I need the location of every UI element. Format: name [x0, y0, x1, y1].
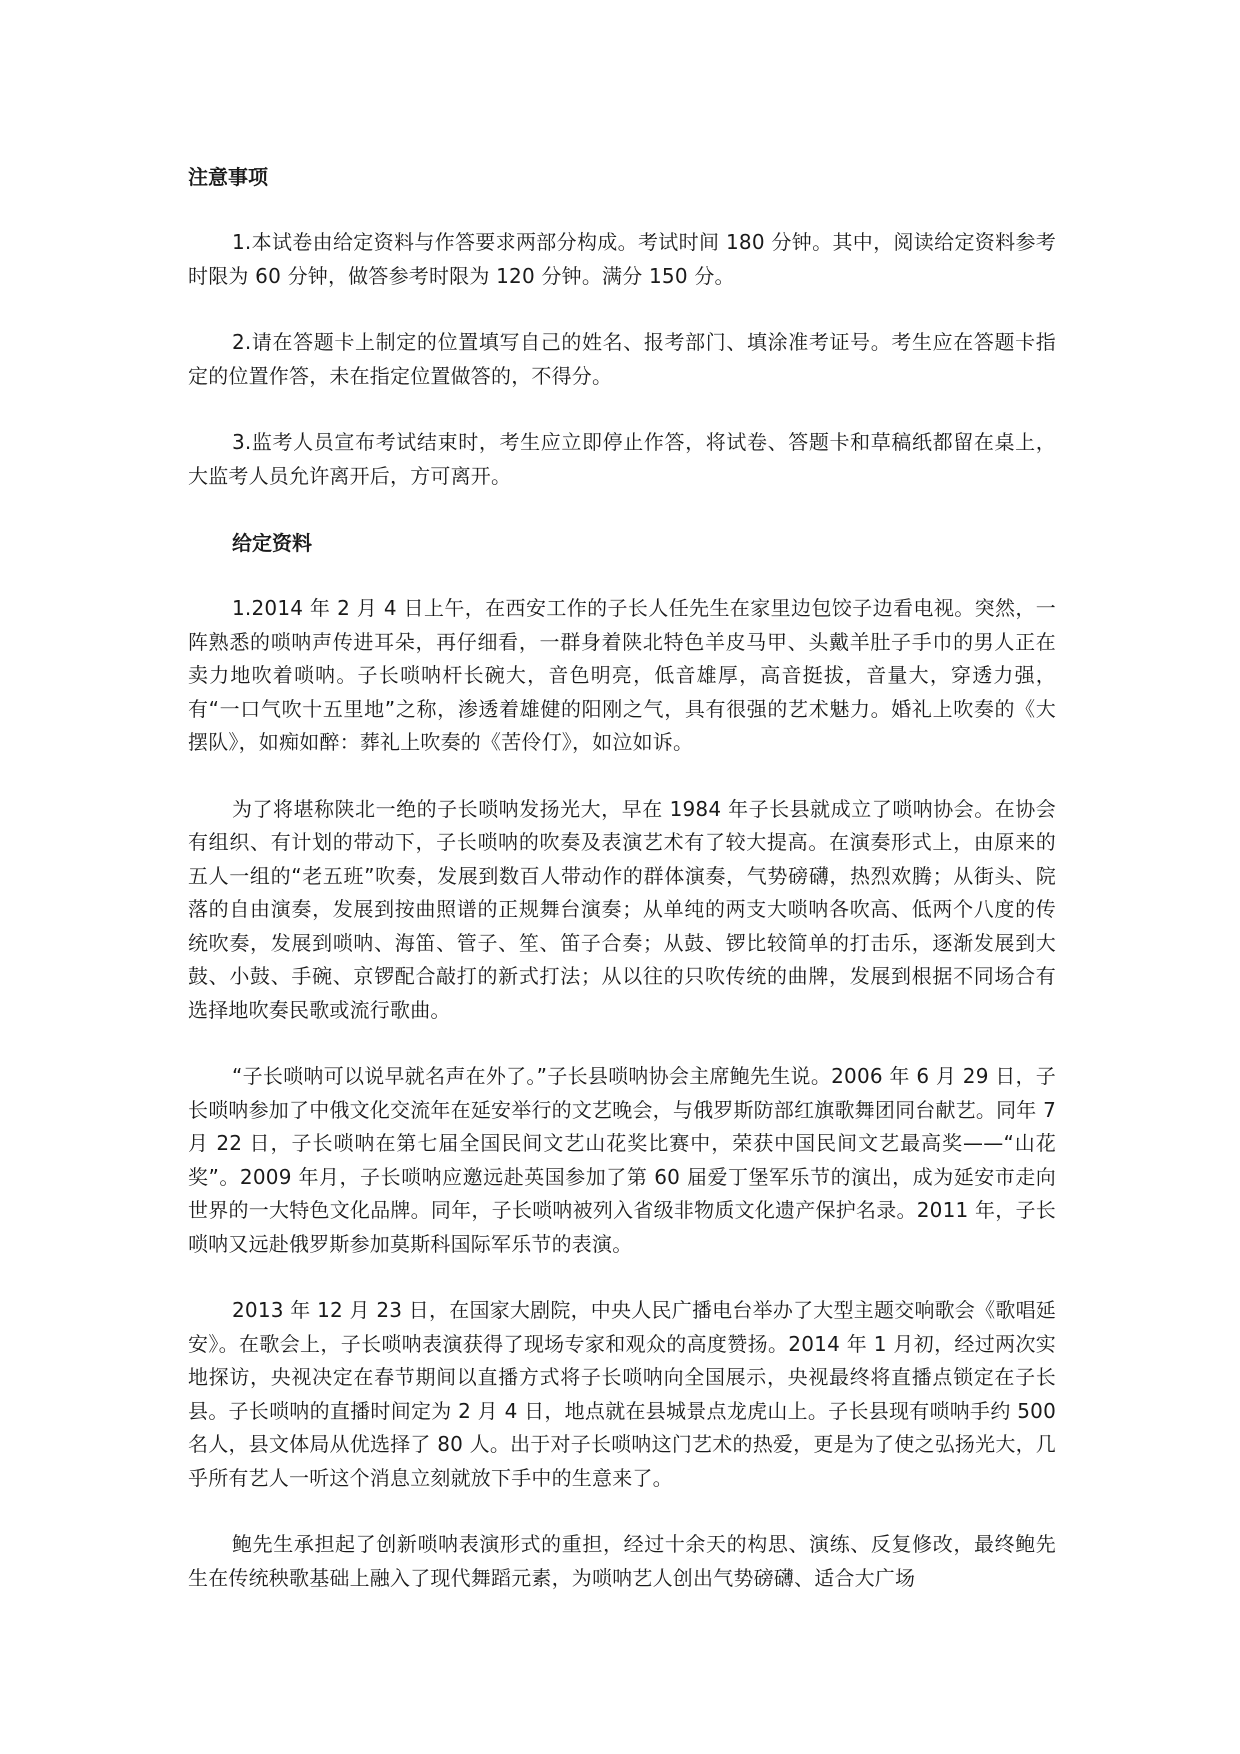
material-paragraph-2: 为了将堪称陕北一绝的子长唢呐发扬光大，早在 1984 年子长县就成立了唢呐协会。在协会有组织、有计划的带动下，子长唢呐的吹奏及表演艺术有了较大提高。在演奏形式上，由原来的五人一组的“老五班”吹奏，发展到数百人带动作的群体演奏，气势磅礴，热烈欢腾；从街头、院落的自由演奏，发展到按曲照谱的正规舞台演奏；从单纯的两支大唢呐各吹高、低两个八度的传统吹奏，发展到唢呐、海笛、管子、笙、笛子合奏；从鼓、锣比较简单的打击乐，逐渐发展到大鼓、小鼓、手碗、京锣配合敲打的新式打法；从以往的只吹传统的曲牌，发展到根据不同场合有选择地吹奏民歌或流行歌曲。: [188, 796, 1056, 1022]
spacer: [188, 194, 1056, 226]
notice-item-3: 3.监考人员宣布考试结束时，考生应立即停止作答，将试卷、答题卡和草稿纸都留在桌上，大监考人员允许离开后，方可离开。: [188, 430, 1056, 488]
material-paragraph-4: 2013 年 12 月 23 日，在国家大剧院，中央人民广播电台举办了大型主题交响歌会《歌唱延安》。在歌会上，子长唢呐表演获得了现场专家和观众的高度赞扬。2014 年 1 月初，经过两次实地探访，央视决定在春节期间以直播方式将子长唢呐向全国展示，央视最终将直播点锁定在子长县。子长唢呐的直播时间定为 2 月 4 日，地点就在县城景点龙虎山上。子长县现有唢呐手约 500 名人，县文体局从优选择了 80 人。出于对子长唢呐这门艺术的热爱，更是为了使之弘扬光大，几乎所有艺人一听这个消息立刻就放下手中的生意来了。: [188, 1298, 1056, 1490]
material-paragraph-3: “子长唢呐可以说早就名声在外了。”子长县唢呐协会主席鲍先生说。2006 年 6 月 29 日，子长唢呐参加了中俄文化交流年在延安举行的文艺晚会，与俄罗斯防部红旗歌舞团同台献艺。同年 7 月 22 日，子长唢呐在第七届全国民间文艺山花奖比赛中，荣获中国民间文艺最高奖——“山花奖”。2009 年月，子长唢呐应邀远赴英国参加了第 60 届爱丁堡军乐节的演出，成为延安市走向世界的一大特色文化品牌。同年，子长唢呐被列入省级非物质文化遗产保护名录。2011 年，子长唢呐又远赴俄罗斯参加莫斯科国际军乐节的表演。: [188, 1064, 1056, 1256]
material-paragraph-5: 鲍先生承担起了创新唢呐表演形式的重担，经过十余天的构思、演练、反复修改，最终鲍先生在传统秧歌基础上融入了现代舞蹈元素，为唢呐艺人创出气势磅礴、适合大广场: [188, 1532, 1056, 1590]
spacer: [188, 493, 1056, 526]
material-paragraph-1: 1.2014 年 2 月 4 日上午，在西安工作的子长人任先生在家里边包饺子边看电视。突然，一阵熟悉的唢呐声传进耳朵，再仔细看，一群身着陕北特色羊皮马甲、头戴羊肚子手巾的男人正在卖力地吹着唢呐。子长唢呐杆长碗大，音色明亮，低音雄厚，高音挺拔，音量大，穿透力强，有“一口气吹十五里地”之称，渗透着雄健的阳刚之气，具有很强的艺术魅力。婚礼上吹奏的《大摆队》，如痴如醉：葬礼上吹奏的《苦伶仃》，如泣如诉。: [188, 596, 1056, 754]
notice-item-1: 1.本试卷由给定资料与作答要求两部分构成。考试时间 180 分钟。其中，阅读给定资料参考时限为 60 分钟，做答参考时限为 120 分钟。满分 150 分。: [188, 230, 1056, 288]
notice-title: 注意事项: [188, 165, 268, 189]
materials-title: 给定资料: [232, 531, 312, 555]
document-page: [188, 160, 1056, 1595]
spacer: [188, 1027, 1056, 1060]
spacer: [188, 560, 1056, 592]
spacer: [188, 393, 1056, 426]
spacer: [188, 760, 1056, 793]
notice-item-2: 2.请在答题卡上制定的位置填写自己的姓名、报考部门、填涂准考证号。考生应在答题卡指定的位置作答，未在指定位置做答的，不得分。: [188, 330, 1056, 388]
spacer: [188, 1261, 1056, 1294]
spacer: [188, 1495, 1056, 1528]
spacer: [188, 293, 1056, 326]
